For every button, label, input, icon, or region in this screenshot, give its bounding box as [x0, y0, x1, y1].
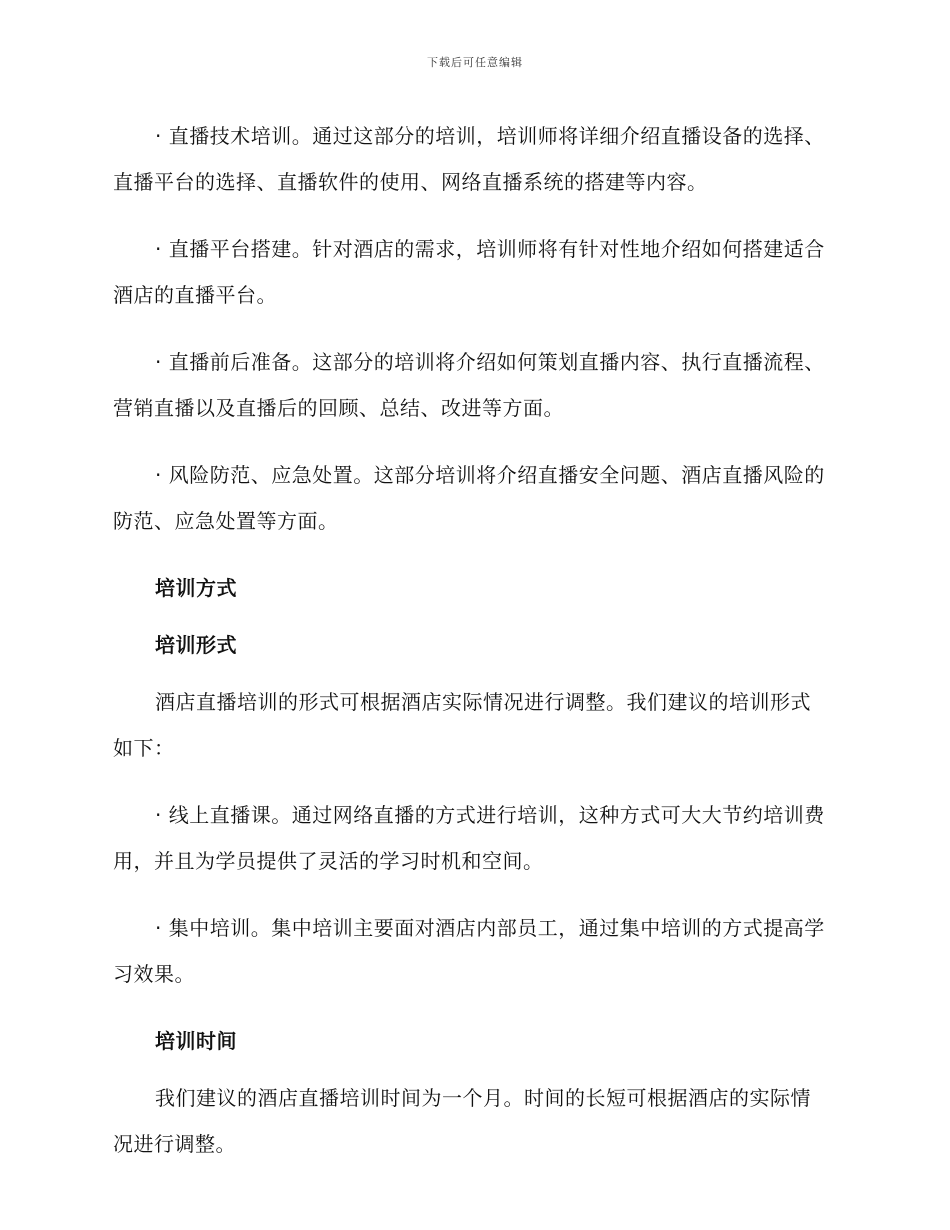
- bullet-pre-post-preparation: · 直播前后准备。这部分的培训将介绍如何策划直播内容、执行直播流程、营销直播以及直播后的回顾、总结、改进等方面。: [113, 350, 825, 420]
- subsection-heading-training-time: 培训时间: [155, 1029, 237, 1053]
- section-heading-training-method: 培训方式: [155, 576, 237, 600]
- bullet-centralized-training: · 集中培训。集中培训主要面对酒店内部员工，通过集中培训的方式提高学习效果。: [113, 916, 825, 986]
- bullet-online-live-class: · 线上直播课。通过网络直播的方式进行培训，这种方式可大大节约培训费用，并且为学员提供了灵活的学习时机和空间。: [113, 803, 825, 873]
- document-body: [113, 113, 825, 1188]
- subsection-heading-training-form: 培训形式: [155, 633, 237, 657]
- bullet-platform-setup: · 直播平台搭建。针对酒店的需求，培训师将有针对性地介绍如何搭建适合酒店的直播平台。: [113, 237, 825, 307]
- page-header-note: 下载后可任意编辑: [427, 56, 523, 69]
- bullet-live-tech-training: · 直播技术培训。通过这部分的培训，培训师将详细介绍直播设备的选择、直播平台的选择、直播软件的使用、网络直播系统的搭建等内容。: [113, 124, 825, 194]
- bullet-risk-prevention: · 风险防范、应急处置。这部分培训将介绍直播安全问题、酒店直播风险的防范、应急处置等方面。: [113, 463, 825, 533]
- paragraph-training-form-intro: 酒店直播培训的形式可根据酒店实际情况进行调整。我们建议的培训形式如下：: [113, 690, 811, 760]
- paragraph-training-time: 我们建议的酒店直播培训时间为一个月。时间的长短可根据酒店的实际情况进行调整。: [113, 1086, 811, 1156]
